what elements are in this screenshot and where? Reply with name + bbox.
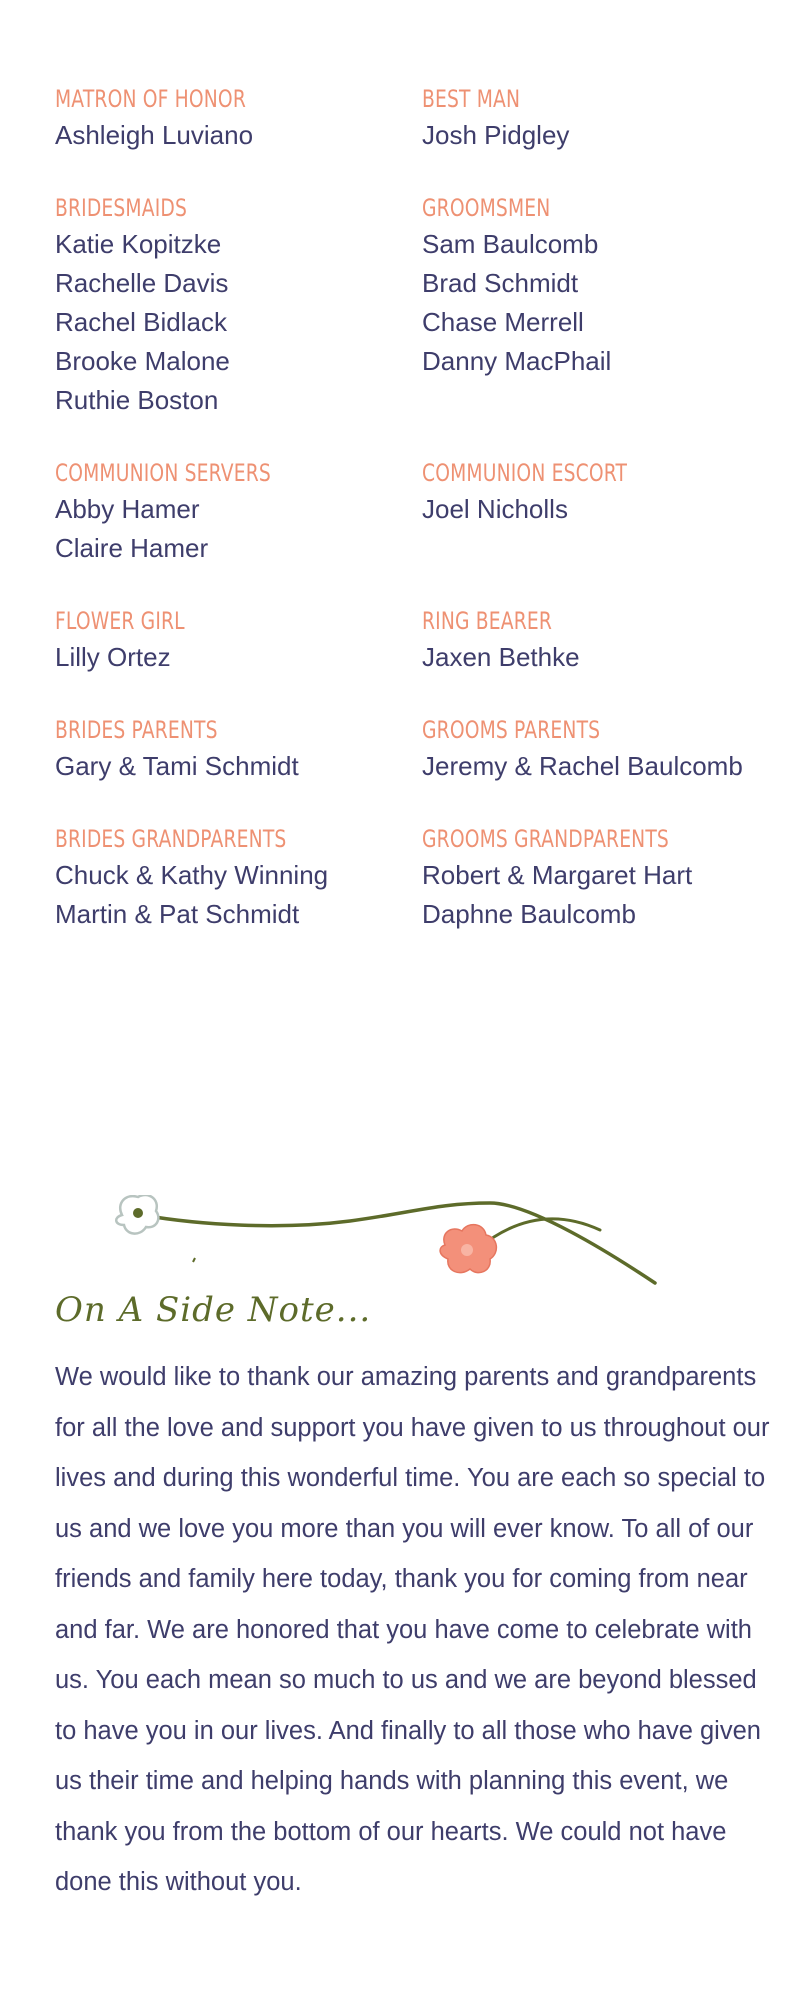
name-list — [422, 116, 775, 155]
party-member-name: Chase Merrell — [422, 307, 584, 337]
name-list — [55, 856, 422, 934]
role-heading: BRIDESMAIDS — [55, 194, 187, 222]
party-group-communion-servers — [55, 456, 422, 568]
role-heading: BRIDES GRANDPARENTS — [55, 825, 287, 853]
party-member-name: Jeremy & Rachel Baulcomb — [422, 751, 743, 781]
name-list — [422, 490, 775, 529]
party-member-name: Daphne Baulcomb — [422, 899, 636, 929]
role-heading: BRIDES PARENTS — [55, 716, 218, 744]
party-member-name: Brad Schmidt — [422, 268, 579, 298]
role-heading: MATRON OF HONOR — [55, 85, 246, 113]
role-heading: GROOMSMEN — [422, 194, 551, 222]
name-list — [422, 747, 775, 786]
party-group-bridesmaids — [55, 191, 422, 420]
party-member-name: Martin & Pat Schmidt — [55, 899, 300, 929]
role-heading: GROOMS PARENTS — [422, 716, 601, 744]
name-list — [422, 856, 775, 934]
party-group-ring-bearer — [422, 604, 775, 677]
role-heading: FLOWER GIRL — [55, 607, 185, 635]
party-group-communion-escort — [422, 456, 775, 568]
name-list — [55, 747, 422, 786]
party-member-name: Gary & Tami Schmidt — [55, 751, 299, 781]
party-member-name: Danny MacPhail — [422, 346, 612, 376]
role-heading: COMMUNION SERVERS — [55, 459, 271, 487]
party-member-name: Claire Hamer — [55, 533, 209, 563]
party-group-groomsmen — [422, 191, 775, 420]
name-list — [55, 490, 422, 568]
flower-stem-icon — [142, 1203, 655, 1283]
party-member-name: Chuck & Kathy Winning — [55, 860, 329, 890]
party-member-name: Rachelle Davis — [55, 268, 229, 298]
coral-flower-icon — [440, 1225, 496, 1273]
party-member-name: Abby Hamer — [55, 494, 200, 524]
party-member-name: Josh Pidgley — [422, 120, 570, 150]
party-group-best-man — [422, 82, 775, 155]
party-member-name: Rachel Bidlack — [55, 307, 227, 337]
name-list — [55, 638, 422, 677]
party-member-name: Jaxen Bethke — [422, 642, 580, 672]
party-group-grooms-grandparents — [422, 822, 775, 934]
name-list — [422, 638, 775, 677]
party-group-brides-parents — [55, 713, 422, 786]
white-flower-icon — [116, 1195, 158, 1234]
party-group-flower-girl — [55, 604, 422, 677]
party-member-name: Ashleigh Luviano — [55, 120, 254, 150]
side-note-title: On A Side Note... — [55, 1290, 372, 1330]
role-heading: COMMUNION ESCORT — [422, 459, 628, 487]
party-group-grooms-parents — [422, 713, 775, 786]
name-list — [55, 116, 422, 155]
party-member-name: Lilly Ortez — [55, 642, 171, 672]
party-group-brides-grandparents — [55, 822, 422, 934]
name-list — [422, 225, 775, 381]
role-heading: GROOMS GRANDPARENTS — [422, 825, 669, 853]
party-member-name: Ruthie Boston — [55, 385, 219, 415]
party-member-name: Sam Baulcomb — [422, 229, 599, 259]
flower-illustration — [110, 1195, 670, 1305]
role-heading: BEST MAN — [422, 85, 521, 113]
party-group-matron-of-honor — [55, 82, 422, 155]
party-member-name: Joel Nicholls — [422, 494, 568, 524]
wedding-party-list — [55, 82, 775, 970]
party-member-name: Brooke Malone — [55, 346, 230, 376]
party-member-name: Robert & Margaret Hart — [422, 860, 693, 890]
party-member-name: Katie Kopitzke — [55, 229, 222, 259]
name-list — [55, 225, 422, 420]
side-note-body: We would like to thank our amazing parents and grandparents for all the love and support you have given to us throughout our lives and during this wonderful time. You are each so special to us and we love you more than you will ever know. To all of our friends and family here today, thank you for coming from near and far. We are honored that you have come to celebrate with us. You each mean so much to us and we are beyond blessed to have you in our lives. And finally to all those who have given us their time and helping hands with planning this event, we thank you from the bottom of our hearts. We could not have done this without you. — [55, 1363, 770, 1896]
role-heading: RING BEARER — [422, 607, 553, 635]
